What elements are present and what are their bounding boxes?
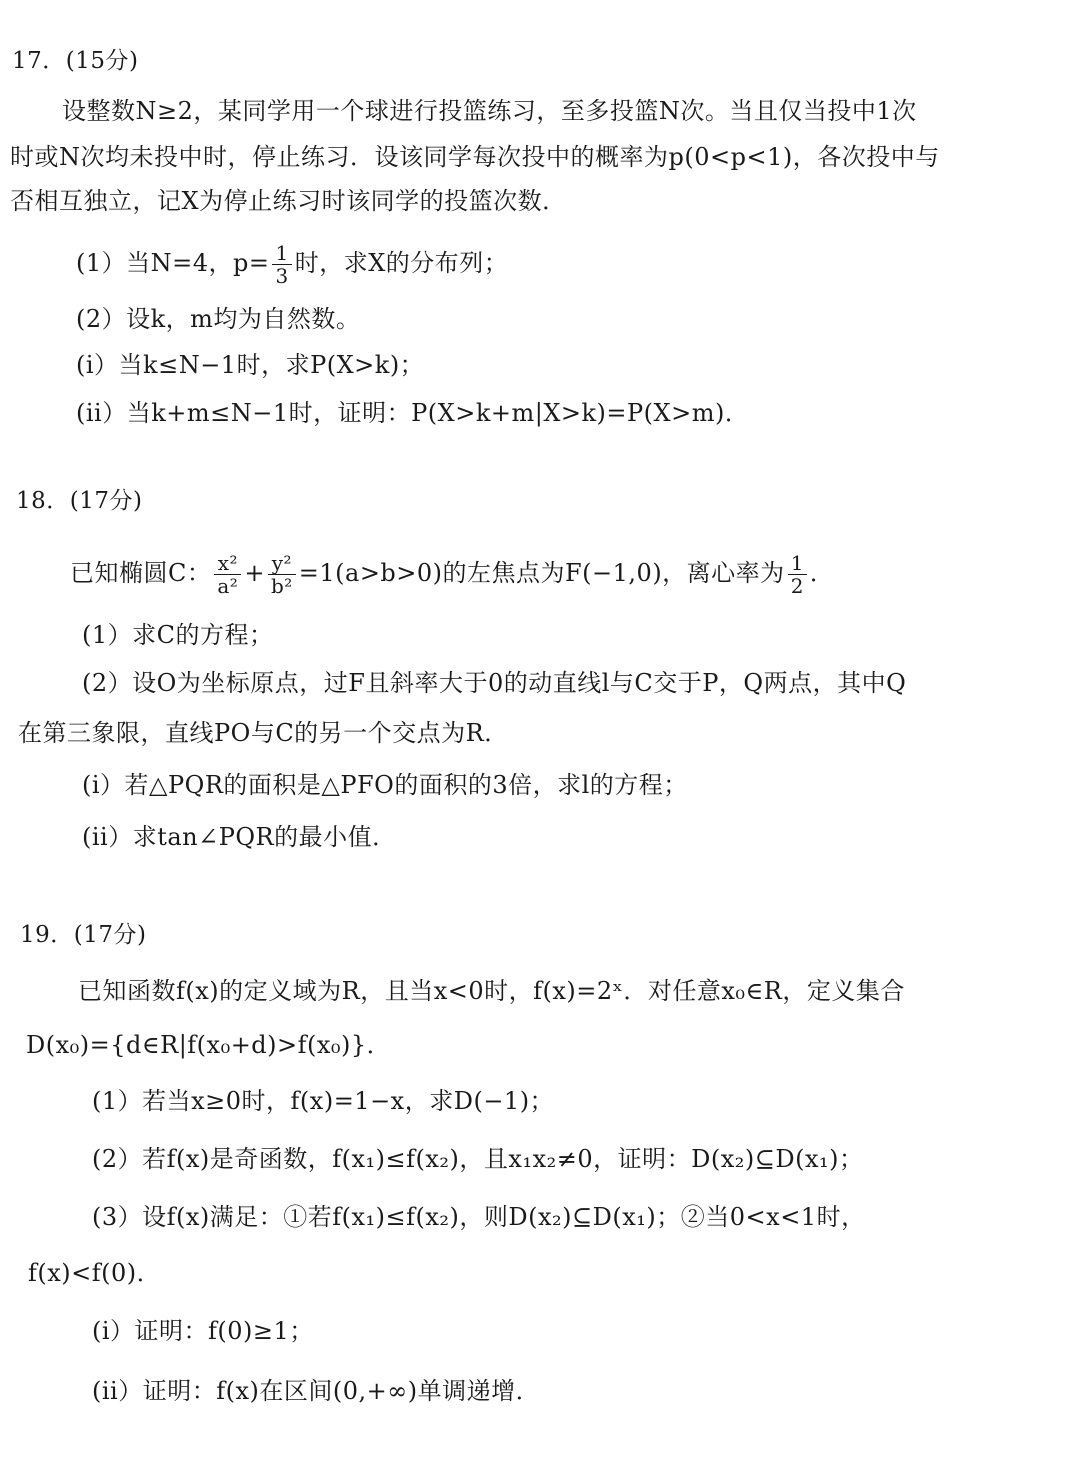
- q1-text-after: 时，求X的分布列；: [294, 249, 509, 277]
- fraction-denominator: a²: [217, 574, 239, 598]
- stem-text-before: 已知椭圆C：: [70, 559, 212, 587]
- problem-19-question-3-ii: (ii）证明：f(x)在区间(0,+∞)单调递增．: [92, 1377, 541, 1405]
- fraction-numerator: x²: [214, 552, 241, 575]
- problem-19-question-2: (2）若f(x)是奇函数，f(x₁)≤f(x₂)，且x₁x₂≠0，证明：D(x₂)⊆D(x₁)；: [92, 1145, 864, 1173]
- plus-sign: +: [244, 559, 265, 587]
- problem-17-question-2: (2）设k，m均为自然数。: [76, 305, 361, 333]
- problem-19-stem-line-1: 已知函数f(x)的定义域为R，且当x<0时，f(x)=2ˣ．对任意x₀∈R，定义集合: [78, 977, 905, 1005]
- problem-17-stem-line-2: 时或N次均未投中时，停止练习．设该同学每次投中的概率为p(0<p<1)，各次投中与: [10, 143, 940, 171]
- problem-19-question-3-i: (i）证明：f(0)≥1；: [92, 1317, 314, 1345]
- problem-18-question-2-i: (i）若△PQR的面积是△PFO的面积的3倍，求l的方程；: [82, 771, 688, 799]
- problem-18-question-1: (1）求C的方程；: [82, 621, 274, 649]
- fraction-one-half: [788, 552, 807, 597]
- problem-19-question-3-line-2: f(x)<f(0)．: [28, 1259, 162, 1287]
- fraction-denominator: 2: [790, 574, 804, 598]
- problem-19-heading: 19．(17分): [20, 922, 147, 948]
- problem-17-stem-line-1: 设整数N≥2，某同学用一个球进行投篮练习，至多投篮N次。当且仅当投中1次: [62, 97, 917, 125]
- stem-text-after: ．: [809, 559, 835, 587]
- problem-17-stem-line-3: 否相互独立，记X为停止练习时该同学的投篮次数．: [10, 187, 567, 215]
- q1-text-before: (1）当N=4，p=: [76, 249, 270, 277]
- fraction-numerator: y²: [268, 552, 296, 575]
- fraction-one-third: [272, 242, 291, 287]
- fraction-numerator: 1: [788, 552, 807, 575]
- fraction-x2-over-a2: [214, 552, 241, 597]
- problem-19-question-3-line-1: (3）设f(x)满足：①若f(x₁)≤f(x₂)，则D(x₂)⊆D(x₁)；②当0<x<1时，: [92, 1203, 866, 1231]
- problem-18-question-2-line-2: 在第三象限，直线PO与C的另一个交点为R．: [18, 719, 509, 747]
- problem-17-question-1: [76, 242, 508, 287]
- problem-18-question-2-ii: (ii）求tan∠PQR的最小值．: [82, 823, 397, 851]
- problem-17-question-2-i: (i）当k≤N−1时，求P(X>k)；: [76, 351, 425, 379]
- problem-19-stem-line-2: D(x₀)={d∈R|f(x₀+d)>f(x₀)}．: [26, 1031, 392, 1059]
- fraction-denominator: b²: [270, 574, 293, 598]
- fraction-numerator: 1: [272, 242, 291, 265]
- fraction-y2-over-b2: [268, 552, 296, 597]
- problem-18-question-2-line-1: (2）设O为坐标原点，过F且斜率大于0的动直线l与C交于P，Q两点，其中Q: [82, 669, 907, 697]
- fraction-denominator: 3: [275, 264, 289, 288]
- stem-text-middle: =1(a>b>0)的左焦点为F(−1,0)，离心率为: [298, 559, 785, 587]
- problem-18-heading: 18．(17分): [16, 488, 143, 514]
- problem-17-question-2-ii: (ii）当k+m≤N−1时，证明：P(X>k+m|X>k)=P(X>m)．: [76, 399, 750, 427]
- problem-17-heading: 17．(15分): [12, 48, 139, 74]
- problem-18-stem: [70, 552, 834, 597]
- problem-19-question-1: (1）若当x≥0时，f(x)=1−x，求D(−1)；: [92, 1087, 555, 1115]
